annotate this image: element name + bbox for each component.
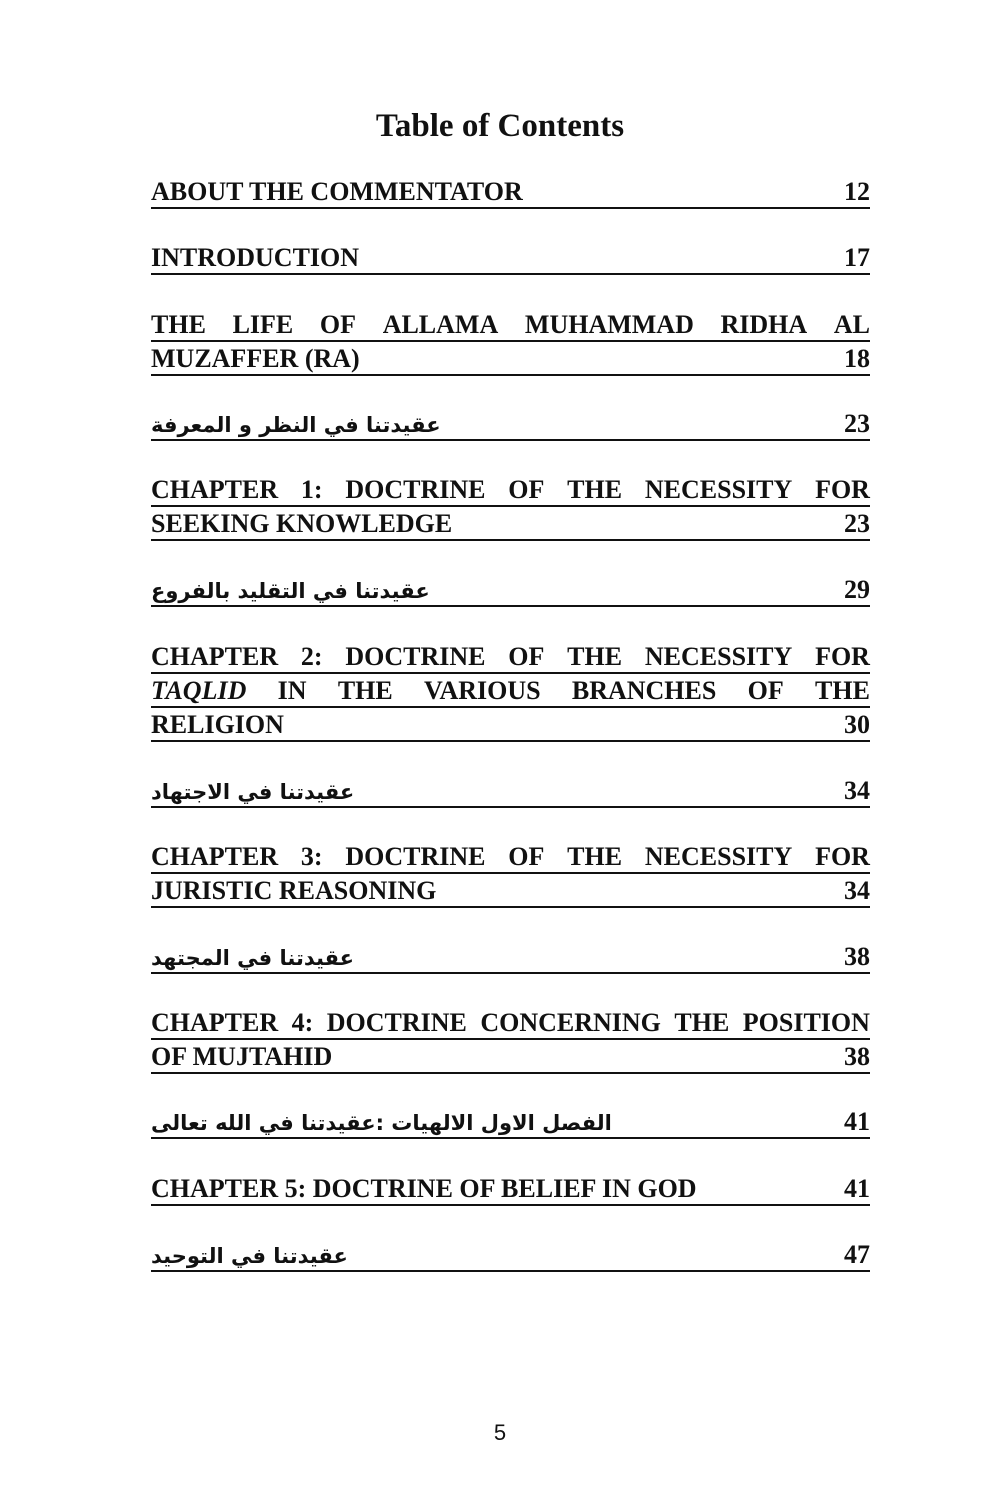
toc-entry-word: 4: xyxy=(291,1008,314,1037)
toc-entry-line xyxy=(151,708,870,742)
toc-entry[interactable] xyxy=(151,840,870,908)
toc-entry-word: 2: xyxy=(300,642,323,671)
toc-entry-word: THE xyxy=(151,310,206,339)
toc-entry-word: THE xyxy=(674,1008,730,1037)
toc-entry-page: 34 xyxy=(844,876,870,905)
toc-entry[interactable] xyxy=(151,1105,870,1139)
toc-entry-word: NECESSITY xyxy=(644,842,793,871)
toc-entry-word: OF xyxy=(508,842,545,871)
toc-entry-line xyxy=(151,573,870,607)
toc-entry-word: 3: xyxy=(300,842,323,871)
toc-entry[interactable] xyxy=(151,308,870,376)
toc-entry-title: SEEKING KNOWLEDGE xyxy=(151,509,453,538)
toc-entry-word: DOCTRINE xyxy=(345,475,486,504)
toc-entry-word: NECESSITY xyxy=(644,475,793,504)
toc-entry-line xyxy=(151,175,870,209)
toc-entry-word: DOCTRINE xyxy=(345,642,486,671)
toc-entry-word: CHAPTER xyxy=(151,1008,279,1037)
toc-entry-page: 47 xyxy=(844,1240,870,1269)
toc-entry[interactable] xyxy=(151,407,870,441)
toc-entry-title: عقيدتنا في التقليد بالفروع xyxy=(151,579,430,603)
toc-entry-word: TAQLID xyxy=(151,676,247,705)
toc-entry-line xyxy=(151,473,870,507)
toc-entry-page: 30 xyxy=(844,710,870,739)
toc-entry-word: THE xyxy=(567,475,623,504)
page-title: Table of Contents xyxy=(375,108,625,144)
toc-entry-title: عقيدتنا في الاجتهاد xyxy=(151,780,355,804)
page-number: 5 xyxy=(493,1420,507,1445)
toc-entry-title: OF MUJTAHID xyxy=(151,1042,333,1071)
toc-entry-title: عقيدتنا في النظر و المعرفة xyxy=(151,413,441,437)
toc-entry-page: 41 xyxy=(844,1174,870,1203)
toc-entry-word: CHAPTER xyxy=(151,842,279,871)
toc-entry-word: NECESSITY xyxy=(644,642,793,671)
toc-entry-page: 34 xyxy=(844,776,870,805)
toc-entry-page: 38 xyxy=(844,1042,870,1071)
toc-entry-word: CHAPTER xyxy=(151,642,279,671)
toc-entry-line xyxy=(151,1172,870,1206)
toc-entry-word: OF xyxy=(319,310,357,339)
toc-entry-word: FOR xyxy=(815,642,870,671)
toc-entry[interactable] xyxy=(151,1238,870,1272)
toc-entry-page: 17 xyxy=(844,243,870,272)
toc-entry-word: THE xyxy=(337,676,393,705)
toc-entry-title: ABOUT THE COMMENTATOR xyxy=(151,177,523,206)
toc-entry-line xyxy=(151,774,870,808)
toc-entry-title: عقيدتنا في المجتهد xyxy=(151,946,354,970)
toc-entry-word: IN xyxy=(277,676,307,705)
toc-entry[interactable] xyxy=(151,1172,870,1206)
toc-entry-page: 29 xyxy=(844,575,870,604)
toc-entry-page: 12 xyxy=(844,177,870,206)
toc-entry-page: 18 xyxy=(844,344,870,373)
toc-entry-word: OF xyxy=(747,676,784,705)
toc-entry-line xyxy=(151,640,870,674)
toc-entry[interactable] xyxy=(151,940,870,974)
toc-entry[interactable] xyxy=(151,175,870,209)
toc-entry-word: THE xyxy=(567,842,623,871)
toc-entry-page: 41 xyxy=(844,1107,870,1136)
toc-entry-page: 38 xyxy=(844,942,870,971)
toc-entry-word: DOCTRINE xyxy=(326,1008,467,1037)
toc-entry-line xyxy=(151,342,870,376)
toc-entry-word: DOCTRINE xyxy=(345,842,486,871)
toc-entry-line xyxy=(151,407,870,441)
toc-entry-line xyxy=(151,1040,870,1074)
toc-entry-word: AL xyxy=(833,310,870,339)
toc-entry-word: CHAPTER xyxy=(151,475,279,504)
toc-entry-word: OF xyxy=(508,475,545,504)
toc-entry-word: BRANCHES xyxy=(571,676,717,705)
toc-entry-line xyxy=(151,840,870,874)
toc-entry-word: CONCERNING xyxy=(480,1008,661,1037)
toc-entry-line xyxy=(151,1006,870,1040)
toc-entry-title: JURISTIC REASONING xyxy=(151,876,437,905)
toc-entry-line xyxy=(151,241,870,275)
toc-entry-title: عقيدتنا في التوحيد xyxy=(151,1244,348,1268)
toc-entry[interactable] xyxy=(151,573,870,607)
toc-entry-word: VARIOUS xyxy=(424,676,541,705)
toc-entry-word: ALLAMA xyxy=(382,310,499,339)
toc-entry[interactable] xyxy=(151,1006,870,1074)
toc-entry-title: INTRODUCTION xyxy=(151,243,360,272)
toc-entry-line xyxy=(151,507,870,541)
toc-entry[interactable] xyxy=(151,774,870,808)
toc-entry-line xyxy=(151,308,870,342)
toc-entry-line xyxy=(151,940,870,974)
toc-entry[interactable] xyxy=(151,640,870,742)
toc-entry-word: POSITION xyxy=(742,1008,870,1037)
toc-entry-word: MUHAMMAD xyxy=(524,310,694,339)
toc-entry-title: الفصل الاول الالهيات :عقيدتنا في الله تعالى xyxy=(151,1111,612,1135)
toc-entry-word: THE xyxy=(567,642,623,671)
toc-entry-word: FOR xyxy=(815,475,870,504)
toc-entry-word: FOR xyxy=(815,842,870,871)
toc-entry-page: 23 xyxy=(844,509,870,538)
toc-entry-line xyxy=(151,1238,870,1272)
toc-entry-title: RELIGION xyxy=(151,710,284,739)
toc-entry-word: RIDHA xyxy=(720,310,808,339)
toc-entry-line xyxy=(151,874,870,908)
toc-entry-title: CHAPTER 5: DOCTRINE OF BELIEF IN GOD xyxy=(151,1174,697,1203)
toc-entry-word: OF xyxy=(508,642,545,671)
toc-entry-word: LIFE xyxy=(232,310,294,339)
toc-entry-line xyxy=(151,1105,870,1139)
toc-entry[interactable] xyxy=(151,473,870,541)
toc-entry-title: MUZAFFER (RA) xyxy=(151,344,360,373)
toc-entry-word: 1: xyxy=(300,475,323,504)
toc-entry[interactable] xyxy=(151,241,870,275)
toc-entry-line xyxy=(151,674,870,708)
toc-entry-word: THE xyxy=(815,676,870,705)
toc-entry-page: 23 xyxy=(844,409,870,438)
